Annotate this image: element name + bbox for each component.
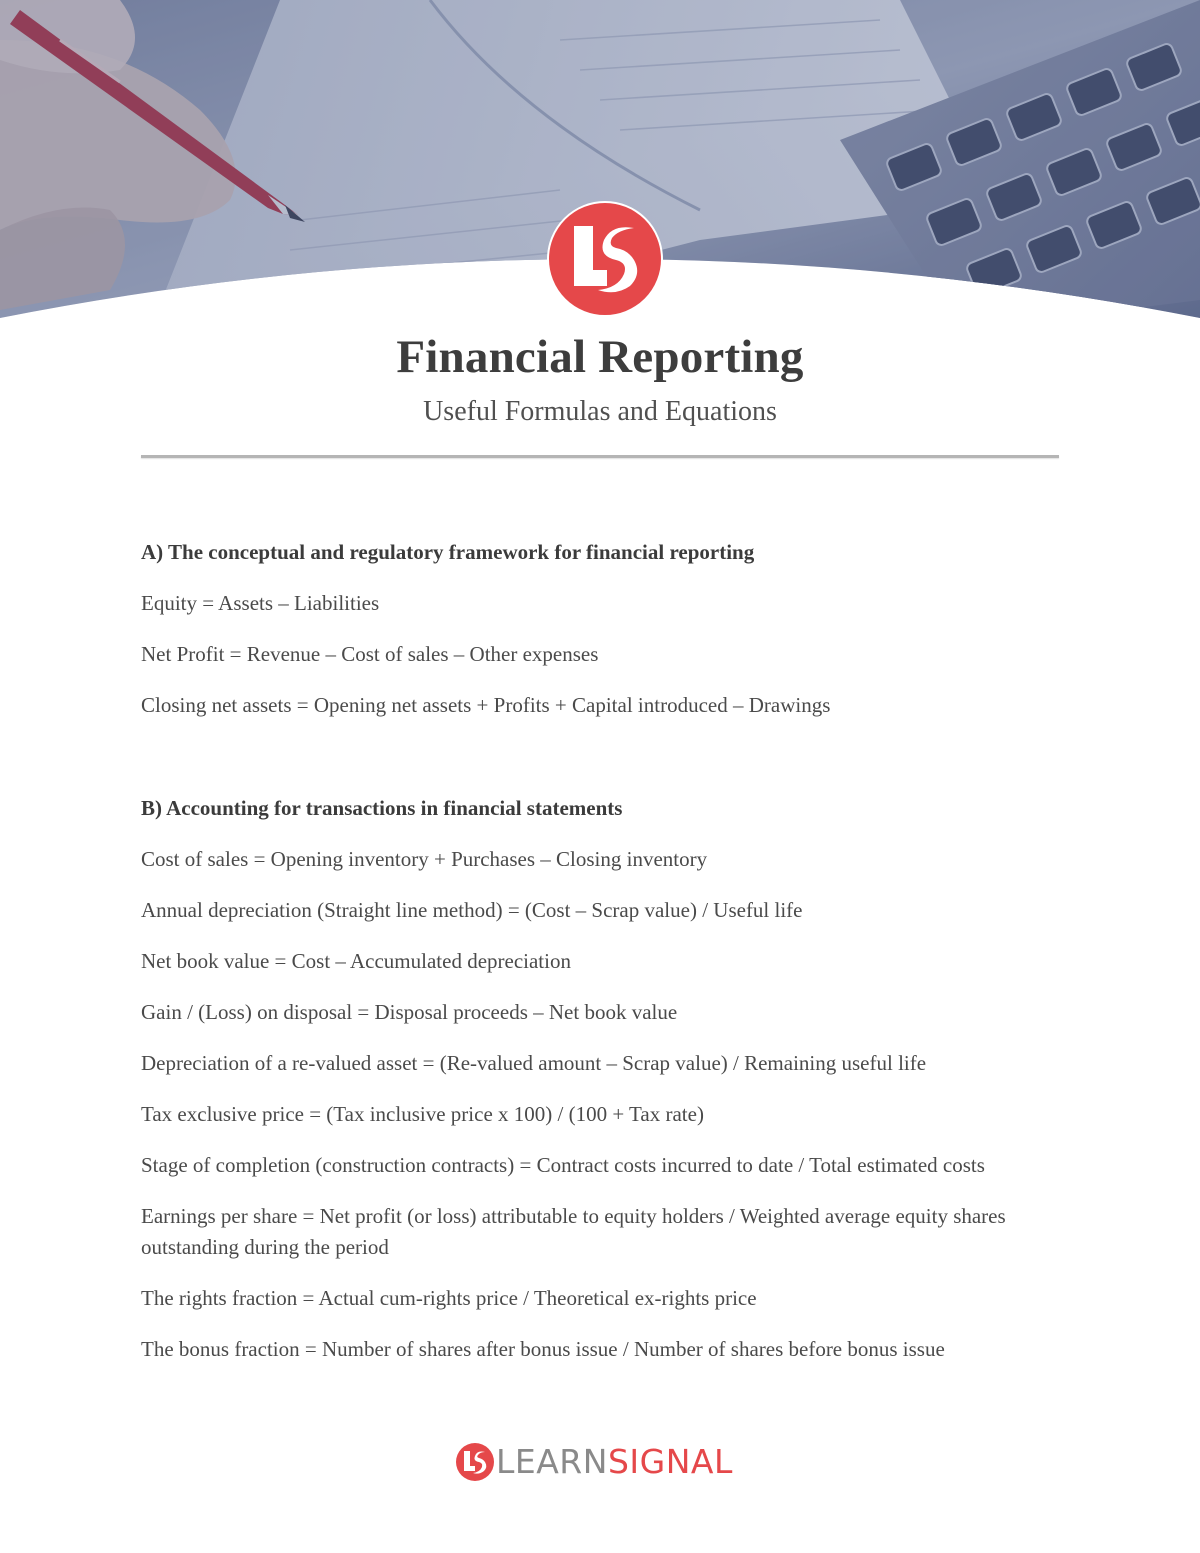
formula-content — [141, 537, 1061, 1385]
formula-line: Net book value = Cost – Accumulated depreciation — [141, 949, 571, 973]
formula-line: Tax exclusive price = (Tax inclusive price x 100) / (100 + Tax rate) — [141, 1102, 704, 1126]
footer-brand-learn: LEARN — [496, 1442, 608, 1481]
page-title: Financial Reporting — [396, 331, 804, 383]
formula-line: Net Profit = Revenue – Cost of sales – Other expenses — [141, 642, 599, 666]
formula-line: Closing net assets = Opening net assets + Profits + Capital introduced – Drawings — [141, 693, 831, 717]
footer-brand-signal: SIGNAL — [607, 1442, 733, 1481]
section-spacer — [141, 741, 1061, 793]
page-subtitle: Useful Formulas and Equations — [423, 396, 777, 427]
footer-brand-wordmark — [496, 1440, 733, 1484]
section-heading: B) Accounting for transactions in financial statements — [141, 796, 623, 820]
divider — [141, 455, 1059, 458]
formula-line: Cost of sales = Opening inventory + Purchases – Closing inventory — [141, 847, 708, 871]
footer-logo-icon — [455, 1442, 495, 1482]
formula-line: Depreciation of a re-valued asset = (Re-valued amount – Scrap value) / Remaining useful life — [141, 1051, 927, 1075]
formula-line: The rights fraction = Actual cum-rights price / Theoretical ex-rights price — [141, 1286, 757, 1310]
formula-line: Annual depreciation (Straight line method) = (Cost – Scrap value) / Useful life — [141, 898, 803, 922]
formula-line: The bonus fraction = Number of shares after bonus issue / Number of shares before bonus issue — [141, 1337, 945, 1361]
formula-line: Equity = Assets – Liabilities — [141, 591, 380, 615]
formula-line: Stage of completion (construction contracts) = Contract costs incurred to date / Total estimated costs — [141, 1153, 985, 1177]
formula-line: Gain / (Loss) on disposal = Disposal proceeds – Net book value — [141, 1000, 678, 1024]
formula-line: Earnings per share = Net profit (or loss) attributable to equity holders / Weighted average equity shares outstanding during the period — [141, 1204, 1006, 1259]
section-heading: A) The conceptual and regulatory framework for financial reporting — [141, 540, 755, 564]
learnsignal-logo-icon — [546, 200, 664, 318]
